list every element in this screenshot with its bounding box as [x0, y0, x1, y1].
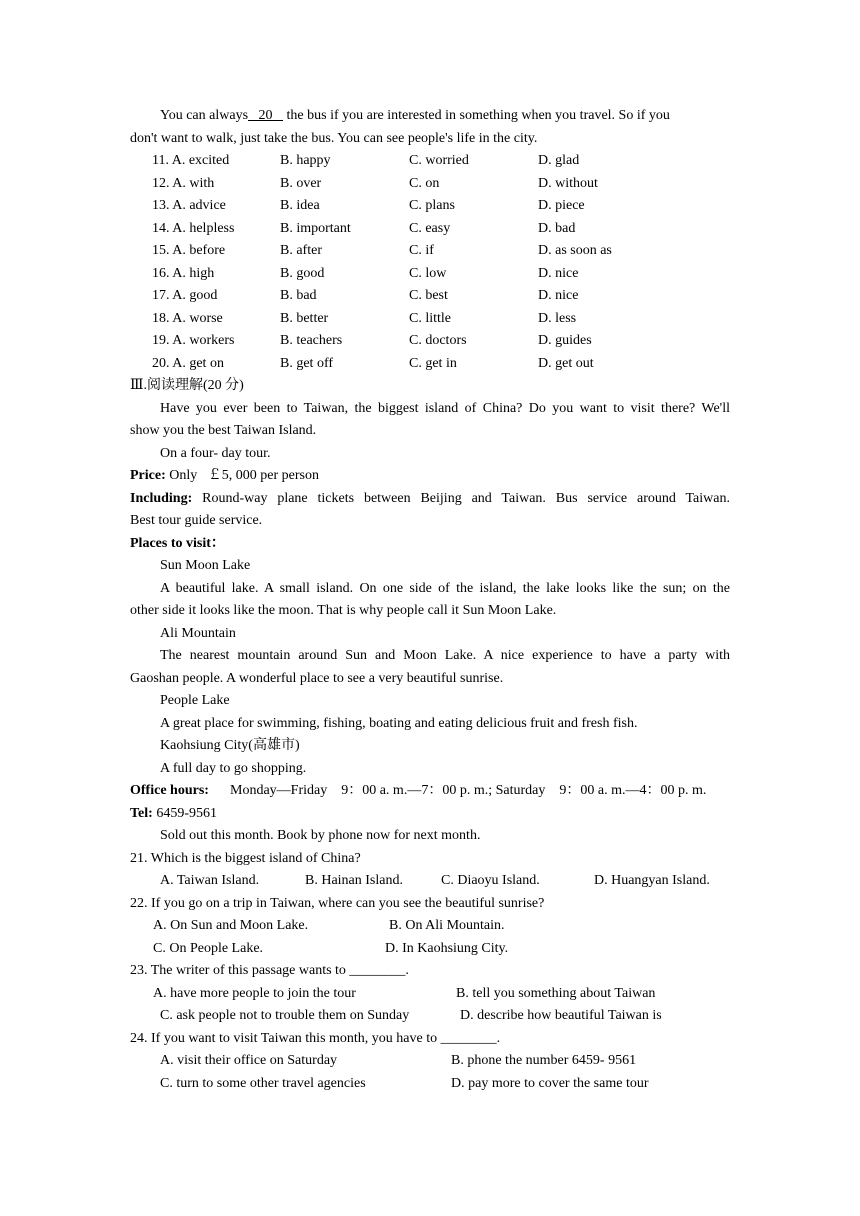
- option-b: B. get off: [280, 355, 334, 371]
- tel-line: [130, 803, 730, 826]
- question-number-option-a: 16. A. high: [152, 265, 215, 281]
- option-d: D. get out: [538, 355, 594, 371]
- place-desc-ali-2: Gaoshan people. A wonderful place to see a very beautiful sunrise.: [130, 670, 504, 686]
- tel-value: 6459-9561: [152, 805, 217, 821]
- option-c: C. get in: [409, 355, 457, 371]
- option-b: B. idea: [280, 198, 320, 213]
- question-number-option-a: 12. A. with: [152, 175, 215, 191]
- place-desc-kaohsiung: A full day to go shopping.: [160, 760, 307, 776]
- including-value: Round-way plane tickets between Beijing and Taiwan. Bus service around Taiwan.: [192, 490, 730, 506]
- question-22-options-ab: [130, 915, 730, 938]
- question-23-options-cd: [130, 1005, 730, 1028]
- price-value: Only ￡5, 000 per person: [165, 468, 319, 483]
- question-24-options-cd: [130, 1073, 730, 1096]
- cloze-option-row: [130, 353, 730, 376]
- including-line-2: Best tour guide service.: [130, 513, 263, 528]
- question-24-options-ab: [130, 1050, 730, 1073]
- option-b: B. over: [280, 175, 322, 191]
- place-title-people: People Lake: [160, 693, 230, 708]
- office-hours-value: Monday—Friday 9：00 a. m.—7：00 p. m.; Saturday 9：00 a. m.—4：00 p. m.: [230, 783, 707, 798]
- option-b: B. teachers: [280, 333, 343, 348]
- q21-option-a: A. Taiwan Island.: [160, 873, 260, 888]
- question-number-option-a: 20. A. get on: [152, 355, 224, 371]
- q23-option-b: B. tell you something about Taiwan: [456, 985, 656, 1001]
- option-d: D. as soon as: [538, 243, 612, 258]
- question-number-option-a: 14. A. helpless: [152, 220, 235, 236]
- cloze-option-row: [130, 218, 730, 241]
- q23-option-a: A. have more people to join the tour: [153, 985, 356, 1001]
- intro-line-2: show you the best Taiwan Island.: [130, 423, 317, 438]
- place-desc-sun-moon-1: A beautiful lake. A small island. On one side of the island, the lake looks like the sun; on the: [160, 580, 730, 596]
- q22-option-c: C. On People Lake.: [153, 940, 264, 956]
- option-d: D. nice: [538, 265, 579, 281]
- cloze-option-row: [130, 173, 730, 196]
- question-21-stem: 21. Which is the biggest island of China?: [130, 850, 361, 866]
- option-c: C. easy: [409, 220, 451, 236]
- q24-option-c: C. turn to some other travel agencies: [160, 1075, 366, 1091]
- including-label: Including:: [130, 490, 193, 506]
- cloze-text: the bus if you are interested in something when you travel. So if you: [286, 108, 670, 123]
- cloze-option-row: [130, 150, 730, 173]
- cloze-text: You can always: [160, 108, 249, 123]
- question-23-stem: 23. The writer of this passage wants to ________.: [130, 963, 409, 978]
- option-b: B. bad: [280, 288, 317, 303]
- q21-option-d: D. Huangyan Island.: [594, 873, 710, 888]
- cloze-option-row: [130, 330, 730, 353]
- cloze-option-row: [130, 308, 730, 331]
- q23-option-d: D. describe how beautiful Taiwan is: [460, 1008, 662, 1023]
- question-number-option-a: 19. A. workers: [152, 333, 235, 348]
- option-c: C. low: [409, 265, 447, 281]
- question-23-options-ab: [130, 983, 730, 1006]
- option-b: B. important: [280, 220, 351, 236]
- option-d: D. nice: [538, 288, 579, 303]
- place-title-sun-moon: Sun Moon Lake: [160, 558, 251, 573]
- option-d: D. glad: [538, 153, 580, 168]
- q24-option-d: D. pay more to cover the same tour: [451, 1075, 649, 1091]
- including-line-1: [130, 488, 730, 511]
- question-24-stem: 24. If you want to visit Taiwan this month, you have to ________.: [130, 1030, 501, 1046]
- option-b: B. good: [280, 265, 325, 281]
- price-line: [130, 465, 730, 488]
- place-desc-sun-moon-2: other side it looks like the moon. That is why people call it Sun Moon Lake.: [130, 603, 557, 618]
- q24-option-b: B. phone the number 6459- 9561: [451, 1053, 637, 1068]
- question-number-option-a: 11. A. excited: [152, 153, 230, 168]
- option-c: C. on: [409, 175, 440, 191]
- q22-option-b: B. On Ali Mountain.: [389, 918, 505, 933]
- q22-option-d: D. In Kaohsiung City.: [385, 940, 509, 956]
- place-desc-people: A great place for swimming, fishing, boating and eating delicious fruit and fresh fish.: [160, 715, 638, 731]
- q21-option-c: C. Diaoyu Island.: [441, 873, 540, 888]
- places-label: Places to visit：: [130, 535, 225, 551]
- cloze-line-2: don't want to walk, just take the bus. You can see people's life in the city.: [130, 130, 538, 146]
- option-c: C. plans: [409, 198, 455, 213]
- option-c: C. doctors: [409, 333, 467, 348]
- option-d: D. guides: [538, 333, 592, 348]
- office-hours-line: [130, 780, 730, 803]
- q22-option-a: A. On Sun and Moon Lake.: [153, 918, 309, 933]
- cloze-option-row: [130, 240, 730, 263]
- option-d: D. piece: [538, 198, 585, 213]
- cloze-option-row: [130, 263, 730, 286]
- question-22-options-cd: [130, 938, 730, 961]
- cloze-options: [130, 150, 730, 375]
- cloze-option-row: [130, 285, 730, 308]
- option-d: D. less: [538, 310, 577, 326]
- option-c: C. if: [409, 243, 434, 258]
- option-d: D. bad: [538, 220, 576, 236]
- exam-page: [130, 105, 730, 1095]
- option-c: C. worried: [409, 153, 469, 168]
- tel-label: Tel:: [130, 805, 153, 821]
- option-c: C. best: [409, 288, 448, 303]
- intro-line-1: Have you ever been to Taiwan, the biggest island of China? Do you want to visit there? We'll: [160, 400, 730, 416]
- question-number-option-a: 18. A. worse: [152, 310, 223, 326]
- option-d: D. without: [538, 175, 598, 191]
- place-desc-ali-1: The nearest mountain around Sun and Moon Lake. A nice experience to have a party with: [160, 648, 730, 663]
- option-c: C. little: [409, 310, 451, 326]
- q24-option-a: A. visit their office on Saturday: [160, 1053, 338, 1068]
- question-22-stem: 22. If you go on a trip in Taiwan, where can you see the beautiful sunrise?: [130, 895, 545, 911]
- question-number-option-a: 13. A. advice: [152, 198, 226, 213]
- option-b: B. happy: [280, 153, 331, 168]
- question-number-option-a: 17. A. good: [152, 288, 218, 303]
- option-b: B. better: [280, 310, 329, 326]
- cloze-line-1: [130, 105, 730, 128]
- q23-option-c: C. ask people not to trouble them on Sunday: [160, 1008, 410, 1023]
- cloze-option-row: [130, 195, 730, 218]
- price-label: Price:: [130, 468, 166, 483]
- place-title-kaohsiung: Kaohsiung City(高雄市): [160, 738, 300, 753]
- question-21-options: [130, 870, 730, 893]
- question-number-option-a: 15. A. before: [152, 243, 226, 258]
- office-hours-label: Office hours:: [130, 783, 209, 798]
- q21-option-b: B. Hainan Island.: [305, 873, 403, 888]
- tour-length: On a four- day tour.: [160, 445, 271, 461]
- place-title-ali: Ali Mountain: [160, 625, 236, 641]
- option-b: B. after: [280, 243, 322, 258]
- sold-out-note: Sold out this month. Book by phone now for next month.: [160, 828, 481, 843]
- section-heading: Ⅲ.阅读理解(20 分): [130, 378, 244, 393]
- blank-number: 20: [258, 108, 273, 123]
